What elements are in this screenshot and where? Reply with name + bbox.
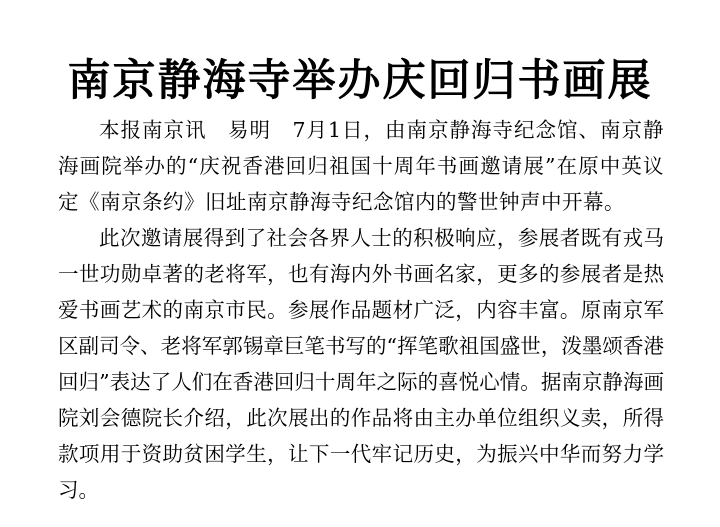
- page-title: 南京静海寺举办庆回归书画展: [67, 55, 653, 106]
- article-body: [58, 112, 664, 508]
- article-paragraph-2: 此次邀请展得到了社会各界人士的积极响应，参展者既有戎马一世功勋卓著的老将军，也有海内外书画名家，更多的参展者是热爱书画艺术的南京市民。参展作品题材广泛，内容丰富。原南京军区副司令、老将军郭锡章巨笔书写的“挥笔歌祖国盛世，泼墨颂香港回归”表达了人们在香港回归十周年之际的喜悦心情。据南京静海画院刘会德院长介绍，此次展出的作品将由主办单位组织义卖，所得款项用于资助贫困学生，让下一代牢记历史，为振兴中华而努力学习。: [58, 226, 664, 502]
- article-paragraph-1: 本报南京讯 易明 7月1日，由南京静海寺纪念馆、南京静海画院举办的“庆祝香港回归祖国十周年书画邀请展”在原中英议定《南京条约》旧址南京静海寺纪念馆内的警世钟声中开幕。: [58, 118, 664, 214]
